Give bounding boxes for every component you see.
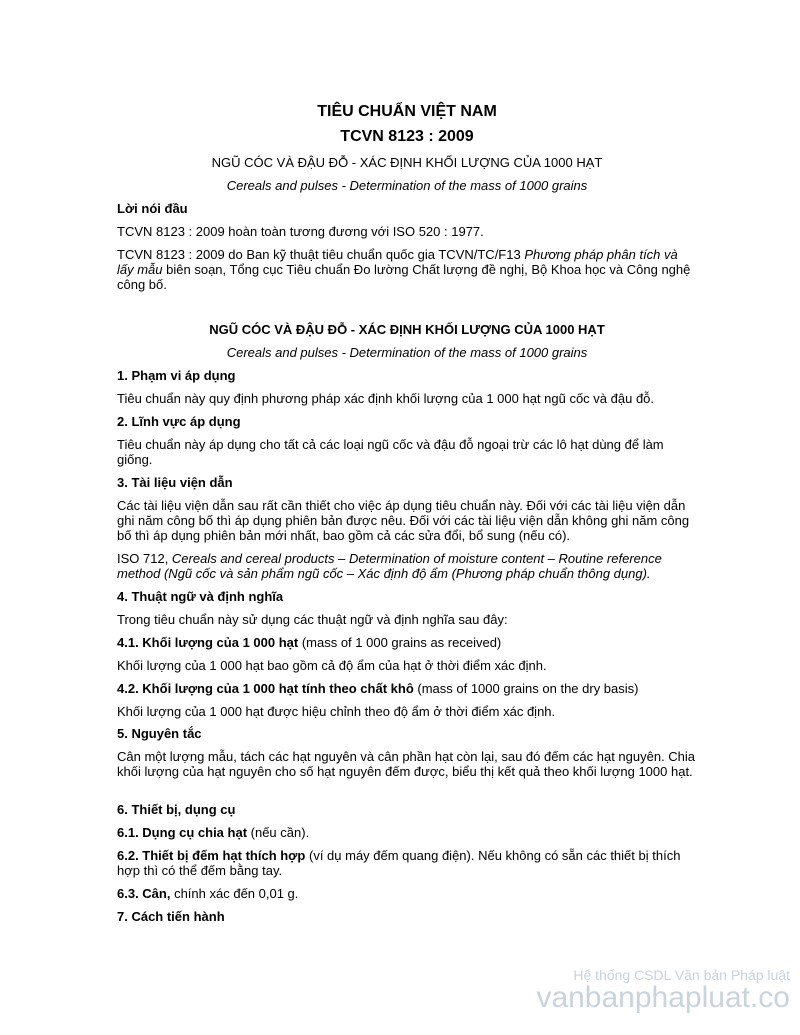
foreword-text: TCVN 8123 : 2009 do Ban kỹ thuật tiêu chuẩn quốc gia TCVN/TC/F13 — [117, 247, 525, 262]
watermark-line-1: Hệ thống CSDL Văn bản Pháp luật — [573, 967, 790, 983]
section-5-heading: 5. Nguyên tắc — [117, 726, 202, 741]
term-4-2-english: (mass of 1000 grains on the dry basis) — [413, 681, 639, 696]
section-2-text: Tiêu chuẩn này áp dụng cho tất cả các loại ngũ cốc và đậu đỗ ngoại trừ các lô hạt dùng để làm giống. — [117, 437, 664, 467]
term-6-1: 6.1. Dụng cụ chia hạt — [117, 825, 248, 840]
section-3-text: Các tài liệu viện dẫn sau rất cần thiết cho việc áp dụng tiêu chuẩn này. Đối với các tài liệu viện dẫn ghi năm công bố thì áp dụng phiên bản được nêu. Đối với các tài liệu viện dẫn không ghi năm công bố thì áp dụng phiên bản mới nhất, bao gồm cả các sửa đổi, bổ sung (nếu có). — [117, 498, 690, 543]
definition-4-2 — [117, 681, 697, 696]
definition-4-1-text: Khối lượng của 1 000 hạt bao gồm cả độ ẩm của hạt ở thời điểm xác định. — [117, 658, 547, 673]
subtitle-vietnamese: NGŨ CÓC VÀ ĐẬU ĐỖ - XÁC ĐỊNH KHỐI LƯỢNG CỦA 1000 HẠT — [211, 155, 603, 170]
subtitle-english: Cereals and pulses - Determination of the mass of 1000 grains — [226, 178, 588, 193]
definition-4-1 — [117, 635, 697, 650]
term-6-3: 6.3. Cân, — [117, 886, 171, 901]
section-4-heading: 4. Thuật ngữ và định nghĩa — [117, 589, 284, 604]
term-4-1-english: (mass of 1 000 grains as received) — [298, 635, 502, 650]
section-6-heading: 6. Thiết bị, dụng cụ — [117, 802, 236, 817]
item-6-1-text: (nếu cần). — [247, 825, 310, 840]
document-code: TCVN 8123 : 2009 — [340, 128, 474, 145]
section-2-heading: 2. Lĩnh vực áp dụng — [117, 414, 241, 429]
item-6-2-text: (ví dụ máy đếm quang điện). Nếu không có sẵn các thiết bị thích hợp thì có thể đếm bằng tay. — [117, 848, 681, 878]
main-title: NGŨ CÓC VÀ ĐẬU ĐỖ - XÁC ĐỊNH KHỐI LƯỢNG CỦA 1000 HẠT — [209, 322, 605, 337]
main-title-english: Cereals and pulses - Determination of the mass of 1000 grains — [226, 345, 588, 360]
definition-4-2-text: Khối lượng của 1 000 hạt được hiệu chỉnh theo độ ẩm ở thời điểm xác định. — [117, 704, 556, 719]
item-6-3-text: chính xác đến 0,01 g. — [170, 886, 299, 901]
term-6-2: 6.2. Thiết bị đếm hạt thích hợp — [117, 848, 306, 863]
section-5-text: Cân một lượng mẫu, tách các hạt nguyên và cân phần hạt còn lại, sau đó đếm các hạt nguyên. Chia khối lượng của hạt nguyên cho số hạt nguyên đếm được, biểu thị kết quả theo khối lượng 1000 hạt. — [117, 749, 696, 779]
section-1-heading: 1. Phạm vi áp dụng — [117, 368, 236, 383]
section-4-text: Trong tiêu chuẩn này sử dụng các thuật ngữ và định nghĩa sau đây: — [117, 612, 508, 627]
term-4-1: 4.1. Khối lượng của 1 000 hạt — [117, 635, 299, 650]
reference-code: ISO 712, — [117, 551, 172, 566]
item-6-2 — [117, 848, 697, 878]
section-3-reference — [117, 551, 697, 581]
section-1-text: Tiêu chuẩn này quy định phương pháp xác định khối lượng của 1 000 hạt ngũ cốc và đậu đỗ. — [117, 391, 655, 406]
foreword-text: biên soạn, Tổng cục Tiêu chuẩn Đo lường Chất lượng đề nghị, Bộ Khoa học và Công nghệ công bố. — [117, 262, 691, 292]
section-7-heading: 7. Cách tiến hành — [117, 909, 225, 924]
term-4-2: 4.2. Khối lượng của 1 000 hạt tính theo chất khô — [117, 681, 414, 696]
document-title: TIÊU CHUẨN VIỆT NAM — [317, 103, 497, 120]
reference-title: Cereals and cereal products – Determination of moisture content – Routine reference method (Ngũ cốc và sản phẩm ngũ cốc – Xác định độ ẩm (Phương pháp chuẩn thông dụng). — [117, 551, 662, 581]
item-6-3 — [117, 886, 697, 901]
foreword-paragraph-1: TCVN 8123 : 2009 hoàn toàn tương đương với ISO 520 : 1977. — [117, 224, 484, 239]
committee-name: Phương pháp phân tích và lấy mẫu — [117, 247, 678, 277]
section-3-heading: 3. Tài liệu viện dẫn — [117, 475, 233, 490]
watermark-line-2: vanbanphapluat.co — [536, 981, 790, 1014]
foreword-paragraph-2 — [117, 247, 697, 292]
item-6-1 — [117, 825, 697, 840]
foreword-heading: Lời nói đầu — [117, 201, 188, 216]
